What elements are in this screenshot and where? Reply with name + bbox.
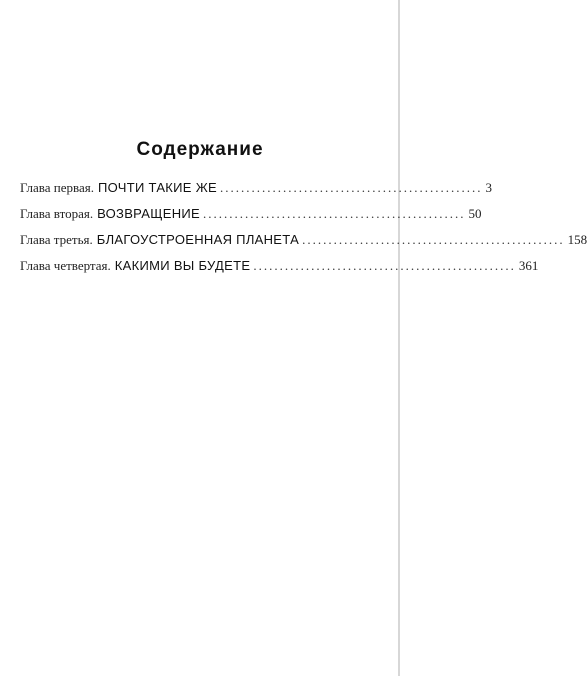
toc-entry-3 [20,232,587,258]
chapter-title: ВОЗВРАЩЕНИЕ [97,206,201,221]
page-number: 3 [485,180,492,195]
dot-leader: .................................................. [219,180,483,195]
chapter-label: Глава первая. [20,180,94,195]
toc-list [20,180,587,284]
chapter-title: ПОЧТИ ТАКИЕ ЖЕ [97,180,217,195]
toc-title: Содержание [136,139,264,160]
chapter-label: Глава четвертая. [20,258,111,273]
chapter-title: КАКИМИ ВЫ БУДЕТЕ [114,258,251,273]
chapter-label: Глава третья. [20,232,93,247]
toc-entry-1 [20,180,492,206]
dot-leader: .................................................. [253,258,516,273]
dot-leader: .................................................. [203,206,466,221]
page-number: 158 [567,232,587,247]
page-number: 361 [518,258,539,273]
toc-entry-4 [20,258,539,284]
page-number: 50 [468,206,482,221]
dot-leader: .................................................. [302,232,565,247]
toc-entry-2 [20,206,482,232]
chapter-label: Глава вторая. [20,206,94,221]
chapter-title: БЛАГОУСТРОЕННАЯ ПЛАНЕТА [96,232,300,247]
